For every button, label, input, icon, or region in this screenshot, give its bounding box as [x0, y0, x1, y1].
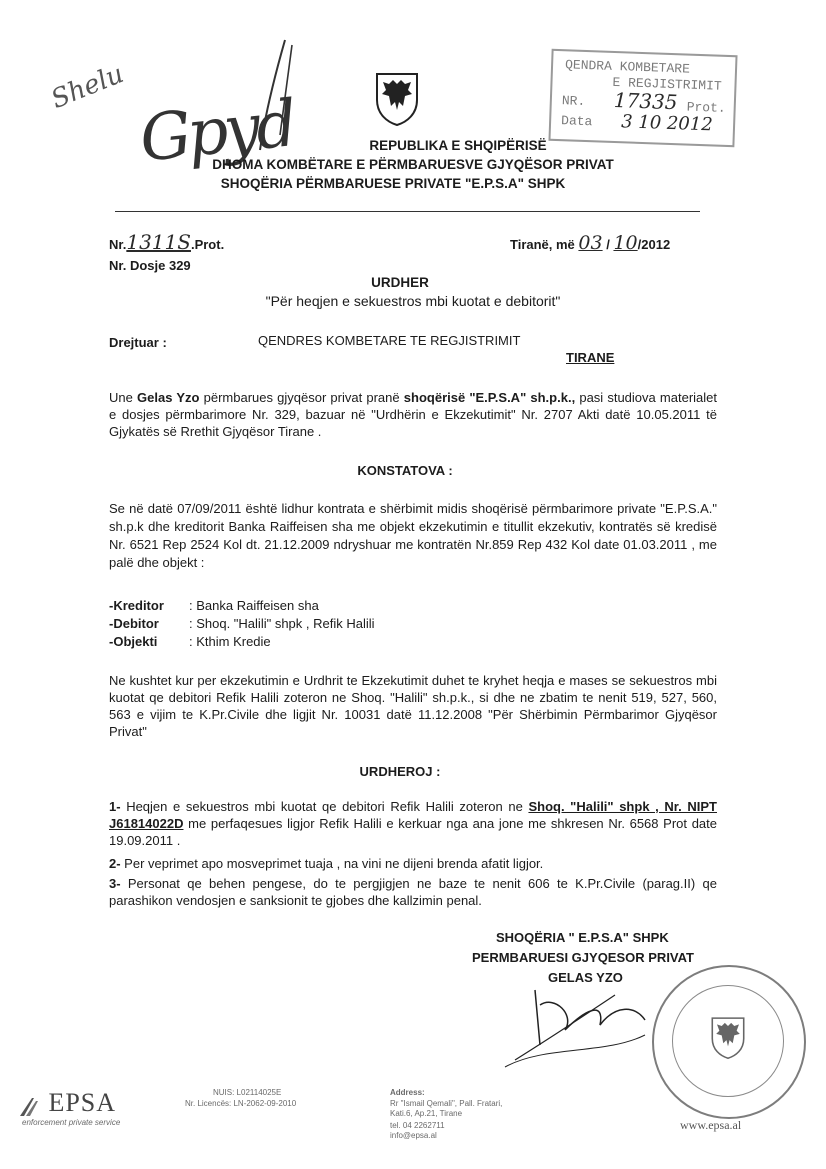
epsa-logo-icon [18, 1096, 44, 1118]
stamp-nr-label: NR. [561, 93, 586, 109]
party-row-debtor [109, 615, 375, 633]
stamp-date-value: 3 10 2012 [620, 111, 714, 136]
urdheroj-heading: URDHEROJ : [359, 764, 441, 779]
item-number: 1- [109, 799, 121, 814]
legal-basis-paragraph: Ne kushtet kur per ekzekutimin e Urdhrit te Ekzekutimit duhet te kryhet heqja e mases se sekuestros mbi kuotat qe debitori Refik Halili zoteron ne Shoq. "Halili" sh.p.k., si dhe ne zbatim te nenit 519, 527, 560, 563 e vijim te K.Pr.Civile dhe ligjit Nr. 10031 datë 11.12.2008 "Për Shërbimin Përmbarimor Gjyqësor Privat" [109, 673, 717, 739]
dosje-number: Nr. Dosje 329 [109, 258, 191, 273]
party-value: : Banka Raiffeisen sha [189, 598, 319, 613]
item-number: 3- [109, 876, 121, 891]
stamp-date-label: Data [560, 113, 593, 130]
order-item-3 [109, 875, 717, 909]
handwritten-margin-note: Shelu [47, 59, 128, 115]
parties-list [109, 597, 375, 651]
debtor-company-nipt: Shoq. "Halili" shpk , Nr. NIPT J61814022D [109, 799, 717, 831]
addressee-city: TIRANE [566, 350, 615, 365]
intro-text-1: Une [109, 390, 138, 405]
footer-tel: tel. 04 2262711 [390, 1121, 445, 1130]
month-hand: 10 [613, 232, 638, 254]
signature-role: PERMBARUESI GJYQESOR PRIVAT [472, 950, 694, 965]
signature-company: SHOQËRIA " E.P.S.A" SHPK [496, 930, 669, 945]
stamp-line-2: E REGJISTRIMIT [612, 74, 722, 94]
signature-name: GELAS YZO [548, 970, 623, 985]
footer-address-label: Address: [390, 1088, 425, 1097]
header-republic: REPUBLIKA E SHQIPËRISË [369, 138, 547, 153]
header-divider [115, 211, 700, 212]
protocol-hand-number: 1311S [126, 230, 191, 254]
party-label: -Objekti [109, 634, 158, 649]
registration-stamp [548, 49, 737, 147]
protocol-prefix: Nr. [109, 237, 127, 252]
addressee-name: QENDRES KOMBETARE TE REGJISTRIMIT [258, 333, 521, 348]
footer-address-2: Kati.6, Ap.21, Tirane [390, 1109, 463, 1118]
footer-address-1: Rr "Ismail Qemali", Pall. Fratari, [390, 1099, 503, 1108]
konstatova-paragraph: Se në datë 07/09/2011 është lidhur kontrata e shërbimit midis shoqërisë përmbarimore private "E.P.S.A." sh.p.k dhe kreditorit Banka Raiffeisen sha me objekt ekzekutimin e titullit ekzekutiv, kontratës së kredisë Nr. 6521 Rep 2524 Kol dt. 21.12.2009 ndryshuar me kontratën Nr.859 Rep 432 Kol date 01.03.2011 , me palë dhe objekt : [109, 501, 717, 570]
intro-paragraph [109, 389, 717, 440]
footer-licence: Nr. Licencës: LN-2062-09-2010 [185, 1099, 297, 1108]
header-chamber: DHOMA KOMBËTARE E PËRMBARUESVE GJYQËSOR PRIVAT [212, 157, 614, 172]
header-company: SHOQËRIA PËRMBARUESE PRIVATE "E.P.S.A" SHPK [220, 176, 566, 191]
company-name: shoqërisë "E.P.S.A" sh.p.k., [403, 390, 576, 405]
party-label: -Kreditor [109, 598, 164, 613]
handwritten-initials: Gpyd [136, 87, 297, 177]
order-item-1 [109, 798, 717, 849]
footer-nuis: NUIS: L02114025E [213, 1088, 282, 1097]
stamp-prot-label: Prot. [686, 99, 726, 116]
order-title: URDHER [371, 275, 429, 290]
item-text: Per veprimet apo mosveprimet tuaja , na vini ne dijeni brenda afatit ligjor. [120, 856, 544, 871]
protocol-suffix: .Prot. [190, 237, 225, 252]
footer-email: info@epsa.al [390, 1131, 437, 1140]
handwritten-signature-strokes [240, 35, 300, 155]
albanian-eagle-emblem [373, 70, 421, 126]
intro-text-3: pasi studiova materialet e dosjes përmbarimore Nr. 329, bazuar në "Urdhërin e Ekzekutimit" Nr. 2707 Akti datë 10.05.2011 të Gjykatës së Rrethit Gjyqësor Tirane . [109, 390, 717, 439]
order-item-2 [109, 855, 717, 872]
item-text: me perfaqesues ligjor Refik Halili e kerkuar nga ana jone me shkresen Nr. 6568 Prot date 19.09.2011 . [109, 816, 717, 848]
day-hand: 03 [578, 232, 603, 254]
item-number: 2- [109, 856, 121, 871]
party-value: : Kthim Kredie [189, 634, 271, 649]
place-date: Tiranë, më 03 / 10/2012 [510, 232, 671, 254]
year-text: /2012 [637, 237, 671, 252]
order-subtitle: "Për heqjen e sekuestros mbi kuotat e debitorit" [265, 293, 561, 309]
item-text: Personat qe behen pengese, do te pergjigjen ne baze te nenit 606 te K.Pr.Civile (parag.II) qe parashikon vendosjen e sanksionit te gjobes dhe kallzimin penal. [109, 876, 717, 908]
round-seal [652, 965, 806, 1119]
footer-tagline: enforcement private service [22, 1118, 121, 1127]
party-label: -Debitor [109, 616, 159, 631]
party-row-object [109, 633, 375, 651]
item-text: Heqjen e sekuestros mbi kuotat qe debitori Refik Halili zoteron ne [120, 799, 529, 814]
stamp-nr-value: 17335 [613, 87, 678, 115]
footer-website[interactable]: www.epsa.al [680, 1118, 742, 1132]
addressee-label: Drejtuar : [109, 335, 167, 350]
stamp-line-1: QENDRA KOMBETARE [564, 57, 691, 77]
seal-eagle-emblem [709, 1015, 747, 1059]
konstatova-heading: KONSTATOVA : [357, 463, 453, 478]
intro-text-2: përmbarues gjyqësor privat pranë [199, 390, 404, 405]
party-row-creditor [109, 597, 375, 615]
footer-logo [18, 1088, 116, 1118]
party-value: : Shoq. "Halili" shpk , Refik Halili [189, 616, 375, 631]
protocol-number [109, 230, 224, 254]
epsa-logo-text: EPSA [48, 1088, 117, 1117]
bailiff-name: Gelas Yzo [137, 390, 200, 405]
place-prefix: Tiranë, më [510, 237, 575, 252]
